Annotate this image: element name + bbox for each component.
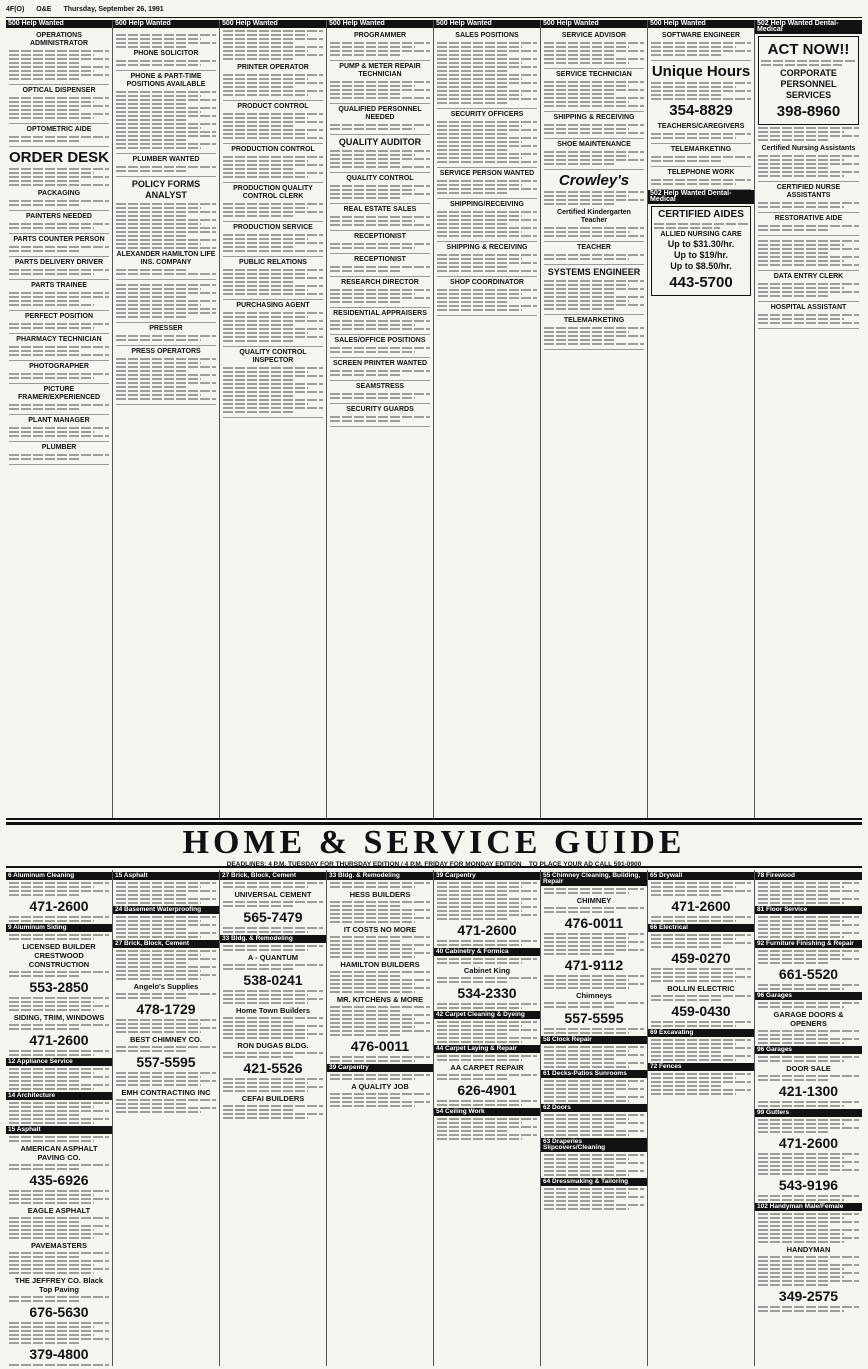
category-heading: 64 Dressmaking & Tailoring xyxy=(541,1178,647,1186)
classified-ad: SALES POSITIONS xyxy=(437,30,537,109)
business-phone: 471-9112 xyxy=(564,957,624,973)
category-heading: 63 Draperies Slipcovers/Cleaning xyxy=(541,1138,647,1152)
business-phone: 459-0430 xyxy=(671,1003,731,1019)
classified-ad: PACKAGING xyxy=(9,188,109,211)
category-heading: 96 Garages xyxy=(755,992,862,1000)
banner-title: HOME & SERVICE GUIDE xyxy=(182,824,686,861)
classified-ad: SOFTWARE ENGINEER xyxy=(651,30,751,61)
classified-ad: QUALIFIED PERSONNEL NEEDED xyxy=(330,104,430,135)
act-now-headline: ACT NOW!! xyxy=(767,41,850,58)
guide-column-3 xyxy=(220,870,327,1366)
classified-ad: RESIDENTIAL APPRAISERS xyxy=(330,308,430,335)
business-name: HANDYMAN xyxy=(786,1245,831,1254)
category-heading: 27 Brick, Block, Cement xyxy=(220,872,326,880)
classified-ad: PHOTOGRAPHER xyxy=(9,361,109,384)
page-number: 4F(O) xyxy=(6,6,25,13)
allied-phone: 443-5700 xyxy=(669,274,733,291)
paper-name: O&E xyxy=(36,6,52,13)
classified-ad: PLANT MANAGER xyxy=(9,415,109,442)
classified-ad: PRESSER xyxy=(116,323,216,346)
classified-ad: PHONE & PART-TIME POSITIONS AVAILABLE xyxy=(116,71,216,154)
classified-ad: TELEPHONE WORK xyxy=(651,167,751,190)
category-heading: 39 Carpentry xyxy=(327,1064,433,1072)
category-heading: 92 Furniture Finishing & Repair xyxy=(755,940,862,948)
business-name: GARAGE DOORS & OPENERS xyxy=(773,1010,844,1028)
classified-ad: PRODUCTION SERVICE xyxy=(223,222,323,257)
business-phone: 661-5520 xyxy=(778,966,839,982)
classified-ad: RESEARCH DIRECTOR xyxy=(330,277,430,308)
deadline-line xyxy=(6,861,862,869)
business-name: CEFAI BUILDERS xyxy=(241,1094,305,1103)
business-name: Cabinet King xyxy=(463,966,511,975)
business-name: RON DUGAS BLDG. xyxy=(237,1041,309,1050)
business-name: IT COSTS NO MORE xyxy=(343,925,417,934)
classified-ad: PARTS DELIVERY DRIVER xyxy=(9,257,109,280)
business-phone: 379-4800 xyxy=(29,1346,89,1362)
classified-ad: SYSTEMS ENGINEER xyxy=(544,265,644,315)
unique-hours-headline: Unique Hours xyxy=(651,63,751,80)
business-name: AA CARPET REPAIR xyxy=(450,1063,524,1072)
business-phone: 565-7479 xyxy=(243,909,303,925)
column-heading: 500 Help Wanted xyxy=(541,20,647,28)
help-column-8 xyxy=(755,20,862,818)
crowleys-logo: Crowley's xyxy=(558,172,630,189)
business-name: EMH CONTRACTING INC xyxy=(121,1088,211,1097)
column-heading: 500 Help Wanted xyxy=(220,20,326,28)
category-heading: 6 Aluminum Cleaning xyxy=(6,872,112,880)
business-phone: 538-0241 xyxy=(243,972,303,988)
business-name: A QUALITY JOB xyxy=(351,1082,409,1091)
category-heading: 24 Basement Waterproofing xyxy=(113,906,219,914)
category-heading: 54 Ceiling Work xyxy=(434,1108,540,1116)
classified-ad: CERTIFIED NURSE ASSISTANTS xyxy=(758,182,859,213)
help-column-6 xyxy=(541,20,648,818)
place-ad: TO PLACE YOUR AD CALL 591-0900 xyxy=(528,861,642,868)
classified-ad: PRODUCTION QUALITY CONTROL CLERK xyxy=(223,183,323,222)
column-heading: 500 Help Wanted xyxy=(113,20,219,28)
act-now-ad: ACT NOW!! CORPORATE PERSONNEL SERVICES 398-8960 xyxy=(758,36,859,125)
category-heading: 12 Appliance Service xyxy=(6,1058,112,1066)
home-service-guide-banner xyxy=(6,822,862,868)
page-header xyxy=(6,6,862,18)
business-phone: 543-9196 xyxy=(778,1177,839,1193)
column-heading: 500 Help Wanted xyxy=(434,20,540,28)
classified-ad: SERVICE TECHNICIAN xyxy=(544,69,644,112)
help-column-5 xyxy=(434,20,541,818)
category-heading: 96 Garages xyxy=(755,1046,862,1054)
business-name: A - QUANTUM xyxy=(247,953,299,962)
classified-ad: SERVICE PERSON WANTED xyxy=(437,168,537,199)
category-heading: 62 Doors xyxy=(541,1104,647,1112)
business-name: THE JEFFREY CO. Black Top Paving xyxy=(14,1276,104,1294)
category-heading: 61 Decks-Patios Sunrooms xyxy=(541,1070,647,1078)
classified-ad: SCREEN PRINTER WANTED xyxy=(330,358,430,381)
business-phone: 676-5630 xyxy=(29,1304,89,1320)
classified-ad: Certified Nursing Assistants xyxy=(758,143,859,182)
classified-ad: TEACHERS/CAREGIVERS xyxy=(651,121,751,144)
category-heading: 69 Excavating xyxy=(648,1029,754,1037)
business-phone: 459-0270 xyxy=(671,950,731,966)
classified-ad: QUALITY AUDITOR xyxy=(330,135,430,173)
business-name: DOOR SALE xyxy=(786,1064,831,1073)
classified-ad: TELEMARKETING xyxy=(544,315,644,350)
classified-ad: RECEPTIONIST xyxy=(330,254,430,277)
business-phone: 557-5595 xyxy=(136,1054,196,1070)
business-name: AMERICAN ASPHALT PAVING CO. xyxy=(20,1144,98,1162)
business-phone: 421-1300 xyxy=(778,1083,839,1099)
classified-ad: PHARMACY TECHNICIAN xyxy=(9,334,109,361)
unique-hours-phone: 354-8829 xyxy=(669,102,733,119)
category-heading: 44 Carpet Laying & Repair xyxy=(434,1045,540,1053)
classified-ad: PROGRAMMER xyxy=(330,30,430,61)
classified-ad: SHOP COORDINATOR xyxy=(437,277,537,316)
category-heading: 78 Firewood xyxy=(755,872,862,880)
classified-ad: Certified Kindergarten Teacher xyxy=(544,207,644,242)
category-heading: 14 Architecture xyxy=(6,1092,112,1100)
classified-ad: SEAMSTRESS xyxy=(330,381,430,404)
classified-ad: TELEMARKETING xyxy=(651,144,751,167)
certified-aides-ad: CERTIFIED AIDES ALLIED NURSING CARE Up to $31.30/hr. Up to $19/hr. Up to $8.50/hr. 443-5700 xyxy=(651,206,751,296)
business-name: PAVEMASTERS xyxy=(31,1241,87,1250)
business-name: SIDING, TRIM, WINDOWS xyxy=(13,1013,105,1022)
classified-ad: SHIPPING & RECEIVING xyxy=(437,242,537,277)
business-phone: 435-6926 xyxy=(29,1172,89,1188)
business-phone: 421-5526 xyxy=(243,1060,303,1076)
classified-ad: SHOE MAINTENANCE xyxy=(544,139,644,170)
classified-ad: QUALITY CONTROL xyxy=(330,173,430,204)
classified-ad: SHIPPING/RECEIVING xyxy=(437,199,537,242)
guide-column-8 xyxy=(755,870,862,1366)
category-heading: 65 Drywall xyxy=(648,872,754,880)
business-name: HAMILTON BUILDERS xyxy=(340,960,420,969)
help-column-2 xyxy=(113,20,220,818)
category-heading: 15 Asphalt xyxy=(6,1126,112,1134)
classified-ad: OPERATIONS ADMINISTRATOR xyxy=(9,30,109,85)
business-phone: 476-0011 xyxy=(350,1038,410,1054)
category-heading: 72 Fences xyxy=(648,1063,754,1071)
help-wanted-section xyxy=(6,20,862,820)
business-name: Home Town Builders xyxy=(235,1006,311,1015)
classified-ad: PERFECT POSITION xyxy=(9,311,109,334)
issue-date: Thursday, September 26, 1991 xyxy=(63,6,164,13)
column-heading: 500 Help Wanted xyxy=(648,20,754,28)
classified-ad: SHIPPING & RECEIVING xyxy=(544,112,644,139)
category-heading: 42 Carpet Cleaning & Dyeing xyxy=(434,1011,540,1019)
classified-ad: PRESS OPERATORS xyxy=(116,346,216,405)
classified-ad: POLICY FORMS ANALYST ALEXANDER HAMILTON LIFE INS. COMPANY xyxy=(116,177,216,280)
business-phone: 471-2600 xyxy=(671,898,731,914)
classified-ad: PLUMBER WANTED xyxy=(116,154,216,177)
category-heading: 40 Cabinetry & Formica xyxy=(434,948,540,956)
column-heading: 502 Help Wanted Dental-Medical xyxy=(648,190,754,204)
classified-ad xyxy=(116,280,216,323)
classified-ad: PARTS TRAINEE xyxy=(9,280,109,311)
classified-ad: DATA ENTRY CLERK xyxy=(758,271,859,302)
guide-column-5 xyxy=(434,870,541,1366)
guide-column-7 xyxy=(648,870,755,1366)
category-heading: 81 Floor Service xyxy=(755,906,862,914)
classified-ad: RECEPTIONIST xyxy=(330,231,430,254)
business-phone: 553-2850 xyxy=(29,979,89,995)
category-heading: 99 Gutters xyxy=(755,1109,862,1117)
guide-column-4 xyxy=(327,870,434,1366)
business-name: CHIMNEY xyxy=(576,896,612,905)
classified-ad: OPTICAL DISPENSER xyxy=(9,85,109,124)
classified-ad: PUBLIC RELATIONS xyxy=(223,257,323,300)
classified-ad: PURCHASING AGENT xyxy=(223,300,323,347)
column-heading: 500 Help Wanted xyxy=(327,20,433,28)
category-heading: 27 Brick, Block, Cement xyxy=(113,940,219,948)
business-phone: 534-2330 xyxy=(457,985,517,1001)
business-phone: 557-5595 xyxy=(564,1010,624,1026)
guide-column-1 xyxy=(6,870,113,1366)
classified-ad: PICTURE FRAMER/EXPERIENCED xyxy=(9,384,109,415)
guide-column-2 xyxy=(113,870,220,1366)
business-phone: 626-4901 xyxy=(457,1082,517,1098)
category-heading: 15 Asphalt xyxy=(113,872,219,880)
business-phone: 349-2575 xyxy=(778,1288,839,1304)
business-phone: 471-2600 xyxy=(29,1032,89,1048)
classified-ad: SECURITY GUARDS xyxy=(330,404,430,427)
business-phone: 471-2600 xyxy=(457,922,517,938)
classified-ad: PRODUCT CONTROL xyxy=(223,101,323,144)
classified-ad: HOSPITAL ASSISTANT xyxy=(758,302,859,329)
classified-ad xyxy=(758,236,859,271)
business-phone: 471-2600 xyxy=(778,1135,839,1151)
category-heading: 66 Electrical xyxy=(648,924,754,932)
category-heading: 55 Chimney Cleaning, Building, Repair xyxy=(541,872,647,886)
help-column-3 xyxy=(220,20,327,818)
classified-ad: TEACHER xyxy=(544,242,644,265)
classified-ad: SECURITY OFFICERS xyxy=(437,109,537,168)
deadlines: DEADLINES: 4 P.M. TUESDAY FOR THURSDAY EDITION / 4 P.M. FRIDAY FOR MONDAY EDITION xyxy=(226,861,522,868)
corporate-phone: 398-8960 xyxy=(776,103,841,120)
classified-ad: SERVICE ADVISOR xyxy=(544,30,644,69)
category-heading: 102 Handyman Male/Female xyxy=(755,1203,862,1211)
business-name: Chimneys xyxy=(576,991,612,1000)
order-desk-headline: ORDER DESK xyxy=(9,149,110,166)
help-column-7 xyxy=(648,20,755,818)
help-column-1 xyxy=(6,20,113,818)
classified-ad: PLUMBER xyxy=(9,442,109,465)
category-heading: 9 Aluminum Siding xyxy=(6,924,112,932)
category-heading: 39 Carpentry xyxy=(434,872,540,880)
category-heading: 58 Clock Repair xyxy=(541,1036,647,1044)
classified-ad: REAL ESTATE SALES xyxy=(330,204,430,231)
business-name: MR. KITCHENS & MORE xyxy=(336,995,424,1004)
classified-ad: SALES/OFFICE POSITIONS xyxy=(330,335,430,358)
business-phone: 471-2600 xyxy=(29,898,89,914)
classified-ad: PHONE SOLICITOR xyxy=(116,30,216,71)
business-name: EAGLE ASPHALT xyxy=(27,1206,91,1215)
column-heading: 502 Help Wanted Dental-Medical xyxy=(755,20,862,34)
classified-ad: PUMP & METER REPAIR TECHNICIAN xyxy=(330,61,430,104)
category-heading: 33 Bldg. & Remodeling xyxy=(327,872,433,880)
help-column-4 xyxy=(327,20,434,818)
business-name: Angelo's Supplies xyxy=(133,982,199,991)
classified-ad: PARTS COUNTER PERSON xyxy=(9,234,109,257)
classified-ad: PRODUCTION CONTROL xyxy=(223,144,323,183)
classified-ad: QUALITY CONTROL INSPECTOR xyxy=(223,347,323,418)
guide-column-6 xyxy=(541,870,648,1366)
column-heading: 500 Help Wanted xyxy=(6,20,112,28)
business-phone: 476-0011 xyxy=(564,915,624,931)
business-phone: 478-1729 xyxy=(136,1001,196,1017)
business-name: BEST CHIMNEY CO. xyxy=(130,1035,202,1044)
business-name: BOLLIN ELECTRIC xyxy=(667,984,735,993)
category-heading: 33 Bldg. & Remodeling xyxy=(220,935,326,943)
business-name: LICENSED BUILDER CRESTWOOD CONSTRUCTION xyxy=(22,942,96,969)
service-guide-section xyxy=(6,870,862,1366)
classified-ad: PRINTER OPERATOR xyxy=(223,62,323,101)
business-name: UNIVERSAL CEMENT xyxy=(234,890,312,899)
classified-ad: PAINTERS NEEDED xyxy=(9,211,109,234)
business-name: HESS BUILDERS xyxy=(349,890,411,899)
classified-ad: RESTORATIVE AIDE xyxy=(758,213,859,236)
classified-ad: OPTOMETRIC AIDE xyxy=(9,124,109,147)
